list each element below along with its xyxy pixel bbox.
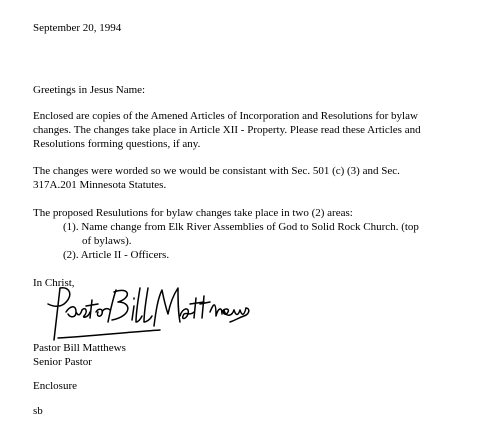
letter-closing: In Christ, — [33, 277, 75, 289]
typist-initials: sb — [33, 405, 43, 417]
signer-name: Pastor Bill Matthews — [33, 342, 126, 354]
paragraph-1-line-3: Resolutions forming questions, if any. — [33, 138, 201, 150]
letter-greeting: Greetings in Jesus Name: — [33, 84, 146, 96]
enclosure-note: Enclosure — [33, 380, 77, 392]
letter-date: September 20, 1994 — [33, 22, 122, 34]
handwritten-signature — [40, 282, 250, 344]
list-item-1: (1). Name change from Elk River Assemblies of God to Solid Rock Church. (top — [63, 221, 419, 233]
paragraph-1-line-1: Enclosed are copies of the Amened Articles of Incorporation and Resolutions for bylaw — [33, 110, 418, 122]
list-item-2: (2). Article II - Officers. — [63, 249, 170, 261]
list-item-1-continued: of bylaws). — [82, 235, 132, 247]
paragraph-1-line-2: changes. The changes take place in Article XII - Property. Please read these Articles and — [33, 124, 421, 136]
paragraph-2-line-2: 317A.201 Minnesota Statutes. — [33, 179, 167, 191]
paragraph-2-line-1: The changes were worded so we would be consistant with Sec. 501 (c) (3) and Sec. — [33, 165, 400, 177]
paragraph-3-intro: The proposed Resulutions for bylaw changes take place in two (2) areas: — [33, 207, 353, 219]
signer-title: Senior Pastor — [33, 356, 92, 368]
